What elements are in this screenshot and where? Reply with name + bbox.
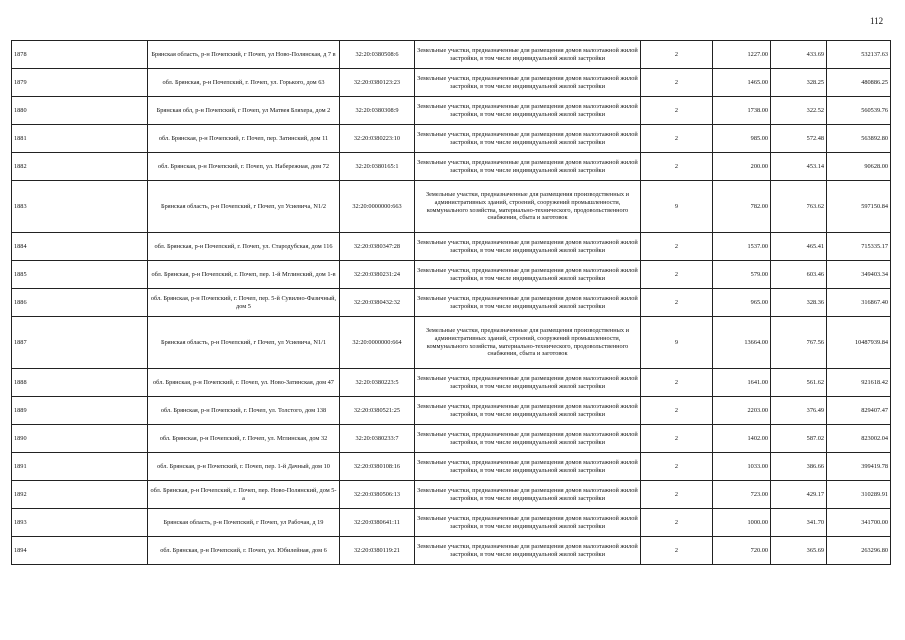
table-row [12,317,891,369]
row-number: 1880 [12,97,148,125]
use-group-cell: 2 [641,537,713,565]
row-number: 1878 [12,41,148,69]
table-row [12,153,891,181]
cadastral-value-cell: 597150.84 [827,181,891,233]
area-cell: 985.00 [713,125,771,153]
row-number: 1893 [12,509,148,537]
permitted-use-cell: Земельные участки, предназначенные для размещения домов малоэтажной жилой застройки, в том числе индивидуальной жилой застройки [415,153,641,181]
address-cell: Брянская область, р-н Почепский, г Почеп, ул Усиевича, N1/1 [148,317,340,369]
cadastral-value-table [11,40,891,565]
cadastral-number-cell: 32:20:0380506:13 [340,481,415,509]
permitted-use-cell: Земельные участки, предназначенные для размещения производственных и административных зданий, строений, сооружений промышленности, коммунального хозяйства, материально-технического, продовольственного снабжения, сбыта и заготовок [415,317,641,369]
cadastral-number-cell: 32:20:0380308:9 [340,97,415,125]
table-row [12,481,891,509]
table-body [12,41,891,565]
use-group-cell: 2 [641,289,713,317]
cadastral-number-cell: 32:20:0000000:664 [340,317,415,369]
use-group-cell: 2 [641,97,713,125]
area-cell: 782.00 [713,181,771,233]
use-group-cell: 9 [641,181,713,233]
area-cell: 1000.00 [713,509,771,537]
use-group-cell: 2 [641,69,713,97]
address-cell: обл. Брянская, р-н Почепский, г. Почеп, ул. Толстого, дом 138 [148,397,340,425]
address-cell: обл. Брянская, р-н Почепский, г. Почеп, пер. 5-й Сувилно-Фазичный, дом 5 [148,289,340,317]
table-row [12,537,891,565]
row-number: 1885 [12,261,148,289]
permitted-use-cell: Земельные участки, предназначенные для размещения домов малоэтажной жилой застройки, в том числе индивидуальной жилой застройки [415,397,641,425]
cadastral-number-cell: 32:20:0000000:663 [340,181,415,233]
specific-value-cell: 376.49 [771,397,827,425]
specific-value-cell: 561.62 [771,369,827,397]
permitted-use-cell: Земельные участки, предназначенные для размещения домов малоэтажной жилой застройки, в том числе индивидуальной жилой застройки [415,69,641,97]
specific-value-cell: 386.66 [771,453,827,481]
permitted-use-cell: Земельные участки, предназначенные для размещения домов малоэтажной жилой застройки, в том числе индивидуальной жилой застройки [415,425,641,453]
area-cell: 1641.00 [713,369,771,397]
table-row [12,125,891,153]
cadastral-number-cell: 32:20:0380165:1 [340,153,415,181]
specific-value-cell: 341.70 [771,509,827,537]
use-group-cell: 2 [641,41,713,69]
row-number: 1889 [12,397,148,425]
address-cell: обл. Брянская, р-н Почепский, г. Почеп, пер. Затинский, дом 11 [148,125,340,153]
area-cell: 1537.00 [713,233,771,261]
use-group-cell: 9 [641,317,713,369]
use-group-cell: 2 [641,261,713,289]
permitted-use-cell: Земельные участки, предназначенные для размещения домов малоэтажной жилой застройки, в том числе индивидуальной жилой застройки [415,97,641,125]
row-number: 1884 [12,233,148,261]
cadastral-number-cell: 32:20:0380508:6 [340,41,415,69]
specific-value-cell: 767.56 [771,317,827,369]
cadastral-number-cell: 32:20:0380223:5 [340,369,415,397]
cadastral-value-cell: 715335.17 [827,233,891,261]
cadastral-number-cell: 32:20:0380223:10 [340,125,415,153]
cadastral-number-cell: 32:20:0380123:23 [340,69,415,97]
use-group-cell: 2 [641,369,713,397]
area-cell: 2203.00 [713,397,771,425]
address-cell: Брянская область, р-н Почепский, г Почеп, ул Усиевича, N1/2 [148,181,340,233]
row-number: 1886 [12,289,148,317]
address-cell: обл. Брянская, р-н Почепский, г. Почеп, ул. Набережная, дом 72 [148,153,340,181]
specific-value-cell: 603.46 [771,261,827,289]
cadastral-value-cell: 10487939.84 [827,317,891,369]
area-cell: 13664.00 [713,317,771,369]
use-group-cell: 2 [641,125,713,153]
address-cell: Брянская обл, р-н Почепский, г Почеп, ул Матвея Бляхера, дом 2 [148,97,340,125]
area-cell: 720.00 [713,537,771,565]
cadastral-value-cell: 349403.34 [827,261,891,289]
cadastral-number-cell: 32:20:0380432:32 [340,289,415,317]
use-group-cell: 2 [641,509,713,537]
specific-value-cell: 587.02 [771,425,827,453]
permitted-use-cell: Земельные участки, предназначенные для размещения домов малоэтажной жилой застройки, в том числе индивидуальной жилой застройки [415,289,641,317]
table-row [12,509,891,537]
table-row [12,97,891,125]
permitted-use-cell: Земельные участки, предназначенные для размещения домов малоэтажной жилой застройки, в том числе индивидуальной жилой застройки [415,509,641,537]
use-group-cell: 2 [641,481,713,509]
address-cell: обл. Брянская, р-н Почепский, г. Почеп, пер. Ново-Полянский, дом 5-а [148,481,340,509]
cadastral-value-cell: 563892.80 [827,125,891,153]
page-number: 112 [870,16,884,26]
cadastral-number-cell: 32:20:0380231:24 [340,261,415,289]
cadastral-value-cell: 829407.47 [827,397,891,425]
specific-value-cell: 328.25 [771,69,827,97]
address-cell: Брянская область, р-н Почепский, г Почеп, ул Рабочая, д 19 [148,509,340,537]
address-cell: обл. Брянская, р-н Почепский, г. Почеп, ул. Юбилейная, дом 6 [148,537,340,565]
table-row [12,69,891,97]
specific-value-cell: 328.36 [771,289,827,317]
cadastral-number-cell: 32:20:0380521:25 [340,397,415,425]
cadastral-value-cell: 560539.76 [827,97,891,125]
permitted-use-cell: Земельные участки, предназначенные для размещения производственных и административных зданий, строений, сооружений промышленности, коммунального хозяйства, материально-технического, продовольственного снабжения, сбыта и заготовок [415,181,641,233]
table-row [12,397,891,425]
cadastral-number-cell: 32:20:0380119:21 [340,537,415,565]
cadastral-value-cell: 263296.80 [827,537,891,565]
address-cell: обл. Брянская, р-н Почепский, г. Почеп, ул. Мглинская, дом 32 [148,425,340,453]
use-group-cell: 2 [641,153,713,181]
area-cell: 579.00 [713,261,771,289]
row-number: 1888 [12,369,148,397]
area-cell: 723.00 [713,481,771,509]
address-cell: обл. Брянская, р-н Почепский, г. Почеп, ул. Стародубская, дом 116 [148,233,340,261]
table-row [12,41,891,69]
row-number: 1890 [12,425,148,453]
cadastral-number-cell: 32:20:0380641:11 [340,509,415,537]
cadastral-value-cell: 310289.91 [827,481,891,509]
area-cell: 1738.00 [713,97,771,125]
cadastral-value-cell: 341700.00 [827,509,891,537]
permitted-use-cell: Земельные участки, предназначенные для размещения домов малоэтажной жилой застройки, в том числе индивидуальной жилой застройки [415,453,641,481]
area-cell: 1465.00 [713,69,771,97]
address-cell: обл. Брянская, р-н Почепский, г. Почеп, пер. 1-й Мглинский, дом 1-в [148,261,340,289]
address-cell: обл. Брянская, р-н Почепский, г. Почеп, пер. 1-й Дачный, дом 10 [148,453,340,481]
use-group-cell: 2 [641,425,713,453]
specific-value-cell: 365.69 [771,537,827,565]
address-cell: обл. Брянская, р-н Почепский, г. Почеп, ул. Ново-Затинская, дом 47 [148,369,340,397]
table-row [12,181,891,233]
area-cell: 200.00 [713,153,771,181]
specific-value-cell: 433.69 [771,41,827,69]
row-number: 1882 [12,153,148,181]
specific-value-cell: 465.41 [771,233,827,261]
cadastral-number-cell: 32:20:0380233:7 [340,425,415,453]
address-cell: обл. Брянская, р-н Почепский, г. Почеп, ул. Горького, дом 63 [148,69,340,97]
cadastral-value-cell: 921618.42 [827,369,891,397]
cadastral-value-cell: 823002.04 [827,425,891,453]
permitted-use-cell: Земельные участки, предназначенные для размещения домов малоэтажной жилой застройки, в том числе индивидуальной жилой застройки [415,369,641,397]
address-cell: Брянская область, р-н Почепский, г Почеп, ул Ново-Полянская, д 7 в [148,41,340,69]
row-number: 1892 [12,481,148,509]
cadastral-value-cell: 480886.25 [827,69,891,97]
row-number: 1881 [12,125,148,153]
permitted-use-cell: Земельные участки, предназначенные для размещения домов малоэтажной жилой застройки, в том числе индивидуальной жилой застройки [415,233,641,261]
row-number: 1894 [12,537,148,565]
use-group-cell: 2 [641,397,713,425]
specific-value-cell: 429.17 [771,481,827,509]
permitted-use-cell: Земельные участки, предназначенные для размещения домов малоэтажной жилой застройки, в том числе индивидуальной жилой застройки [415,537,641,565]
table-row [12,289,891,317]
use-group-cell: 2 [641,453,713,481]
cadastral-value-cell: 90628.00 [827,153,891,181]
permitted-use-cell: Земельные участки, предназначенные для размещения домов малоэтажной жилой застройки, в том числе индивидуальной жилой застройки [415,261,641,289]
table-row [12,369,891,397]
area-cell: 1033.00 [713,453,771,481]
table-row [12,261,891,289]
use-group-cell: 2 [641,233,713,261]
specific-value-cell: 322.52 [771,97,827,125]
table-row [12,425,891,453]
permitted-use-cell: Земельные участки, предназначенные для размещения домов малоэтажной жилой застройки, в том числе индивидуальной жилой застройки [415,41,641,69]
cadastral-number-cell: 32:20:0380108:16 [340,453,415,481]
row-number: 1891 [12,453,148,481]
specific-value-cell: 572.48 [771,125,827,153]
specific-value-cell: 763.62 [771,181,827,233]
row-number: 1887 [12,317,148,369]
area-cell: 1227.00 [713,41,771,69]
cadastral-value-cell: 399419.78 [827,453,891,481]
row-number: 1879 [12,69,148,97]
area-cell: 965.00 [713,289,771,317]
row-number: 1883 [12,181,148,233]
cadastral-value-cell: 316867.40 [827,289,891,317]
table-row [12,453,891,481]
table-row [12,233,891,261]
cadastral-number-cell: 32:20:0380347:28 [340,233,415,261]
cadastral-value-cell: 532137.63 [827,41,891,69]
permitted-use-cell: Земельные участки, предназначенные для размещения домов малоэтажной жилой застройки, в том числе индивидуальной жилой застройки [415,481,641,509]
permitted-use-cell: Земельные участки, предназначенные для размещения домов малоэтажной жилой застройки, в том числе индивидуальной жилой застройки [415,125,641,153]
specific-value-cell: 453.14 [771,153,827,181]
area-cell: 1402.00 [713,425,771,453]
